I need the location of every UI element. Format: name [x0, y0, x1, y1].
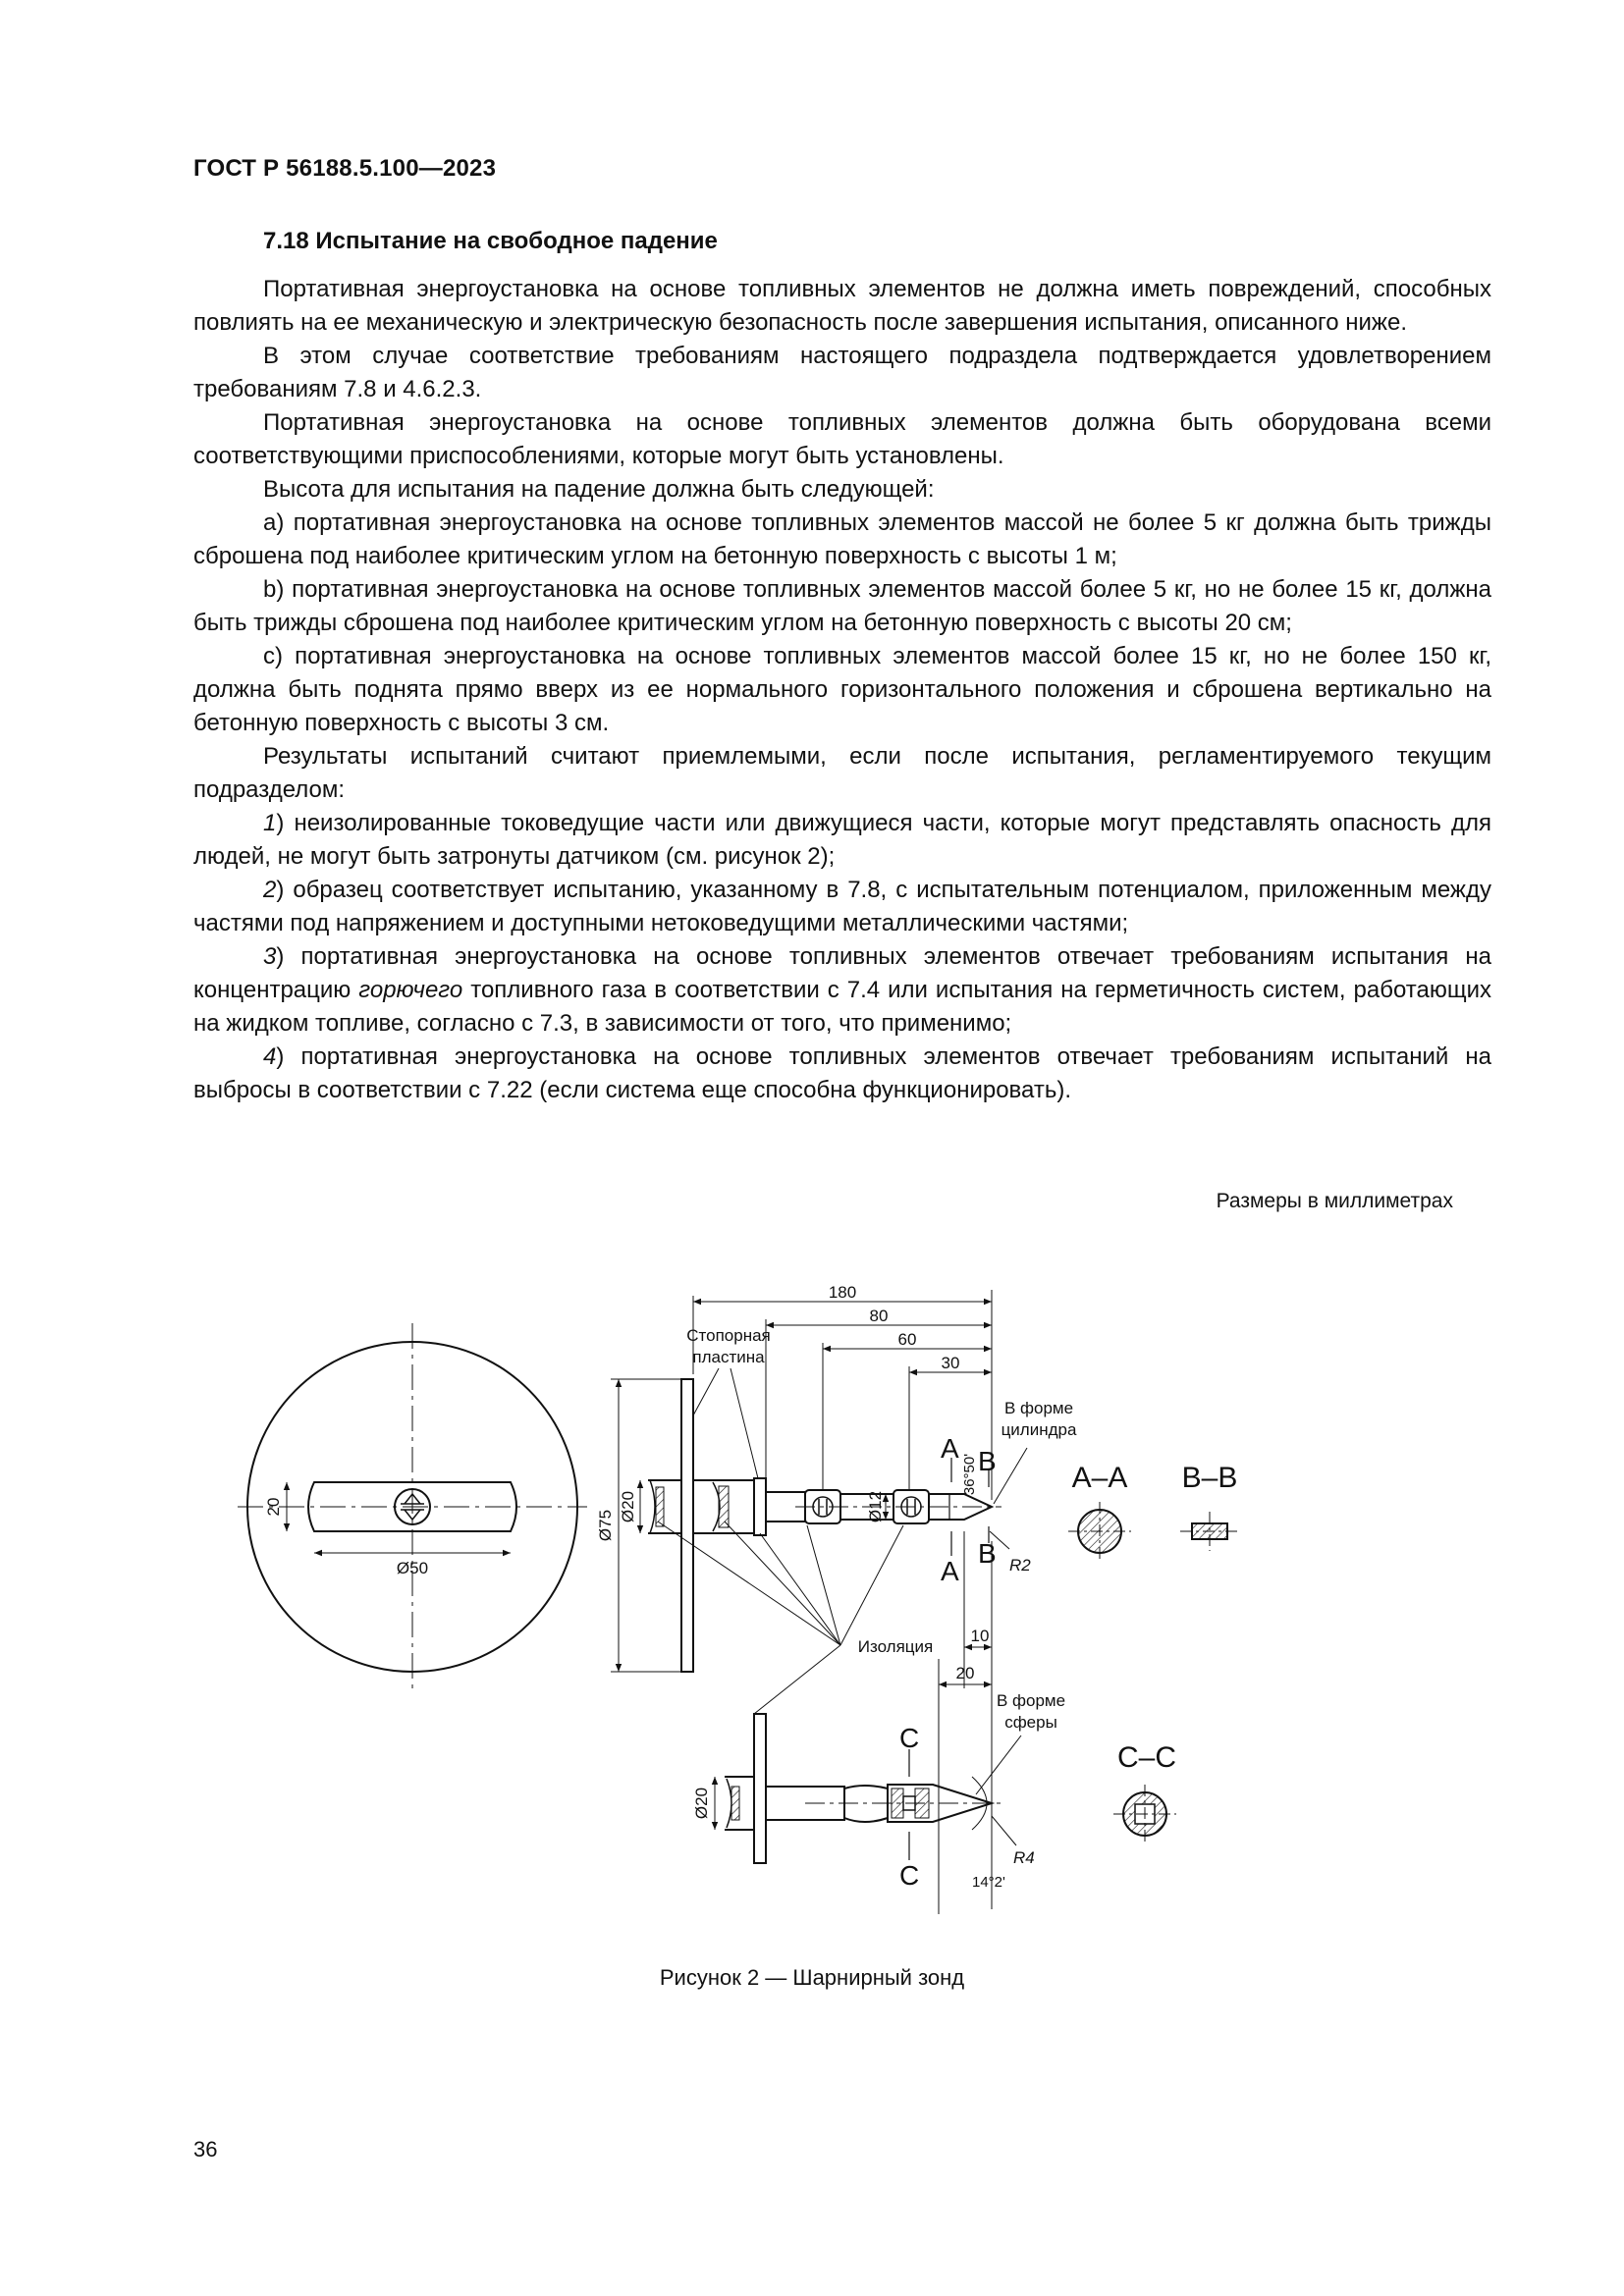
label-stop-plate-1: Стопорная [686, 1326, 771, 1345]
figure-caption: Рисунок 2 — Шарнирный зонд [659, 1965, 965, 1990]
list-item-c: c) портативная энергоустановка на основе топливных элементов массой более 15 кг, но не более 150 кг, должна быть поднята прямо вверх из ее нормального горизонтального положения и сброшена вертикально на бетонную поверхность с высоты 3 см. [193, 643, 1491, 736]
dim-dia12: Ø12 [866, 1490, 885, 1523]
section-mark-a-top: A [941, 1433, 959, 1464]
figure-jointed-probe [216, 1247, 1453, 1944]
section-views-ab [1068, 1502, 1241, 1561]
paragraph: Портативная энергоустановка на основе топливных элементов должна быть оборудована всеми соответствующими приспособлениями, которые могут быть установлены. [193, 409, 1491, 469]
dim-10: 10 [970, 1627, 990, 1645]
section-mark-c-top: C [899, 1723, 920, 1753]
label-sphere-1: В форме [996, 1691, 1066, 1710]
list-item-a: a) портативная энергоустановка на основе топливных элементов массой не более 5 кг должна быть трижды сброшена под наиболее критическим углом на бетонную поверхность с высоты 1 м; [193, 509, 1491, 569]
paragraph: Высота для испытания на падение должна быть следующей: [263, 476, 935, 503]
dim-60: 60 [897, 1330, 917, 1349]
result-item-2: 2) образец соответствует испытанию, указанному в 7.8, с испытательным потенциалом, приложенным между частями под напряжением и доступными нетоковедущими металлическими частями; [193, 877, 1491, 936]
dim-20: 20 [955, 1664, 975, 1682]
section-mark-b-top: B [978, 1446, 997, 1476]
dim-angle-bottom: 14°2' [972, 1874, 1005, 1891]
body-text [193, 273, 1491, 1107]
probe-drawing [216, 1247, 1453, 1944]
units-note: Размеры в миллиметрах [1216, 1190, 1453, 1212]
dim-angle-top: 36°50' [961, 1453, 978, 1496]
dim-dia20-bottom: Ø20 [692, 1787, 711, 1820]
section-title-bb: B–B [1181, 1462, 1238, 1494]
top-dimensions [693, 1290, 992, 1500]
section-title: 7.18 Испытание на свободное падение [263, 228, 718, 254]
label-sphere-2: сферы [1004, 1713, 1057, 1732]
dim-dia50: Ø50 [396, 1559, 429, 1577]
stop-plate-leaders [693, 1368, 758, 1478]
label-insulation: Изоляция [857, 1637, 934, 1656]
paragraph: В этом случае соответствие требованиям настоящего подраздела подтверждается удовлетворением требованиям 7.8 и 4.6.2.3. [193, 343, 1491, 402]
section-title-aa: A–A [1071, 1462, 1128, 1494]
tip-dimensions [939, 1531, 992, 1914]
lower-probe [715, 1714, 1016, 1863]
front-view [238, 1323, 587, 1693]
dim-r2: R2 [1009, 1556, 1031, 1575]
paragraph: Портативная энергоустановка на основе топливных элементов не должна иметь повреждений, способных повлиять на ее механическую и электрическую безопасность после завершения испытания, описанного ниже. [193, 276, 1491, 336]
label-cylinder-1: В форме [1003, 1399, 1074, 1417]
dim-180: 180 [828, 1283, 857, 1302]
result-item-4: 4) портативная энергоустановка на основе топливных элементов отвечает требованиям испытаний на выбросы в соответствии с 7.22 (если система еще способна функционировать). [193, 1043, 1491, 1103]
section-view-c [1113, 1785, 1176, 1843]
document-header: ГОСТ Р 56188.5.100—2023 [193, 155, 497, 182]
dim-30: 30 [941, 1354, 960, 1372]
label-stop-plate-2: пластина [692, 1348, 765, 1366]
paragraph: Результаты испытаний считают приемлемыми, если после испытания, регламентируемого текущим подразделом: [193, 743, 1491, 803]
label-cylinder-2: цилиндра [1001, 1420, 1077, 1439]
page-number: 36 [193, 2137, 218, 2162]
insulation-leaders [658, 1522, 903, 1714]
section-mark-c-bottom: C [899, 1860, 920, 1891]
dim-dia75: Ø75 [596, 1509, 615, 1542]
dim-width-20: 20 [264, 1497, 283, 1517]
result-item-3: 3) портативная энергоустановка на основе топливных элементов отвечает требованиям испытания на концентрацию горючего топливного газа в соответствии с 7.4 или испытания на герметичность систем, работающих на жидком топливе, согласно с 7.3, в зависимости от того, что применимо; [193, 943, 1491, 1037]
dim-r4: R4 [1013, 1848, 1035, 1867]
dim-dia20-top: Ø20 [619, 1490, 637, 1523]
section-mark-b-bottom: B [978, 1538, 997, 1569]
section-mark-a-bottom: A [941, 1556, 959, 1586]
section-title-cc: C–C [1116, 1741, 1177, 1774]
dim-80: 80 [869, 1307, 889, 1325]
list-item-b: b) портативная энергоустановка на основе топливных элементов массой более 5 кг, но не более 15 кг, должна быть трижды сброшена под наиболее критическим углом на бетонную поверхность с высоты 20 см; [193, 576, 1491, 636]
result-item-1: 1) неизолированные токоведущие части или движущиеся части, которые могут представлять опасность для людей, не могут быть затронуты датчиком (см. рисунок 2); [193, 810, 1491, 870]
